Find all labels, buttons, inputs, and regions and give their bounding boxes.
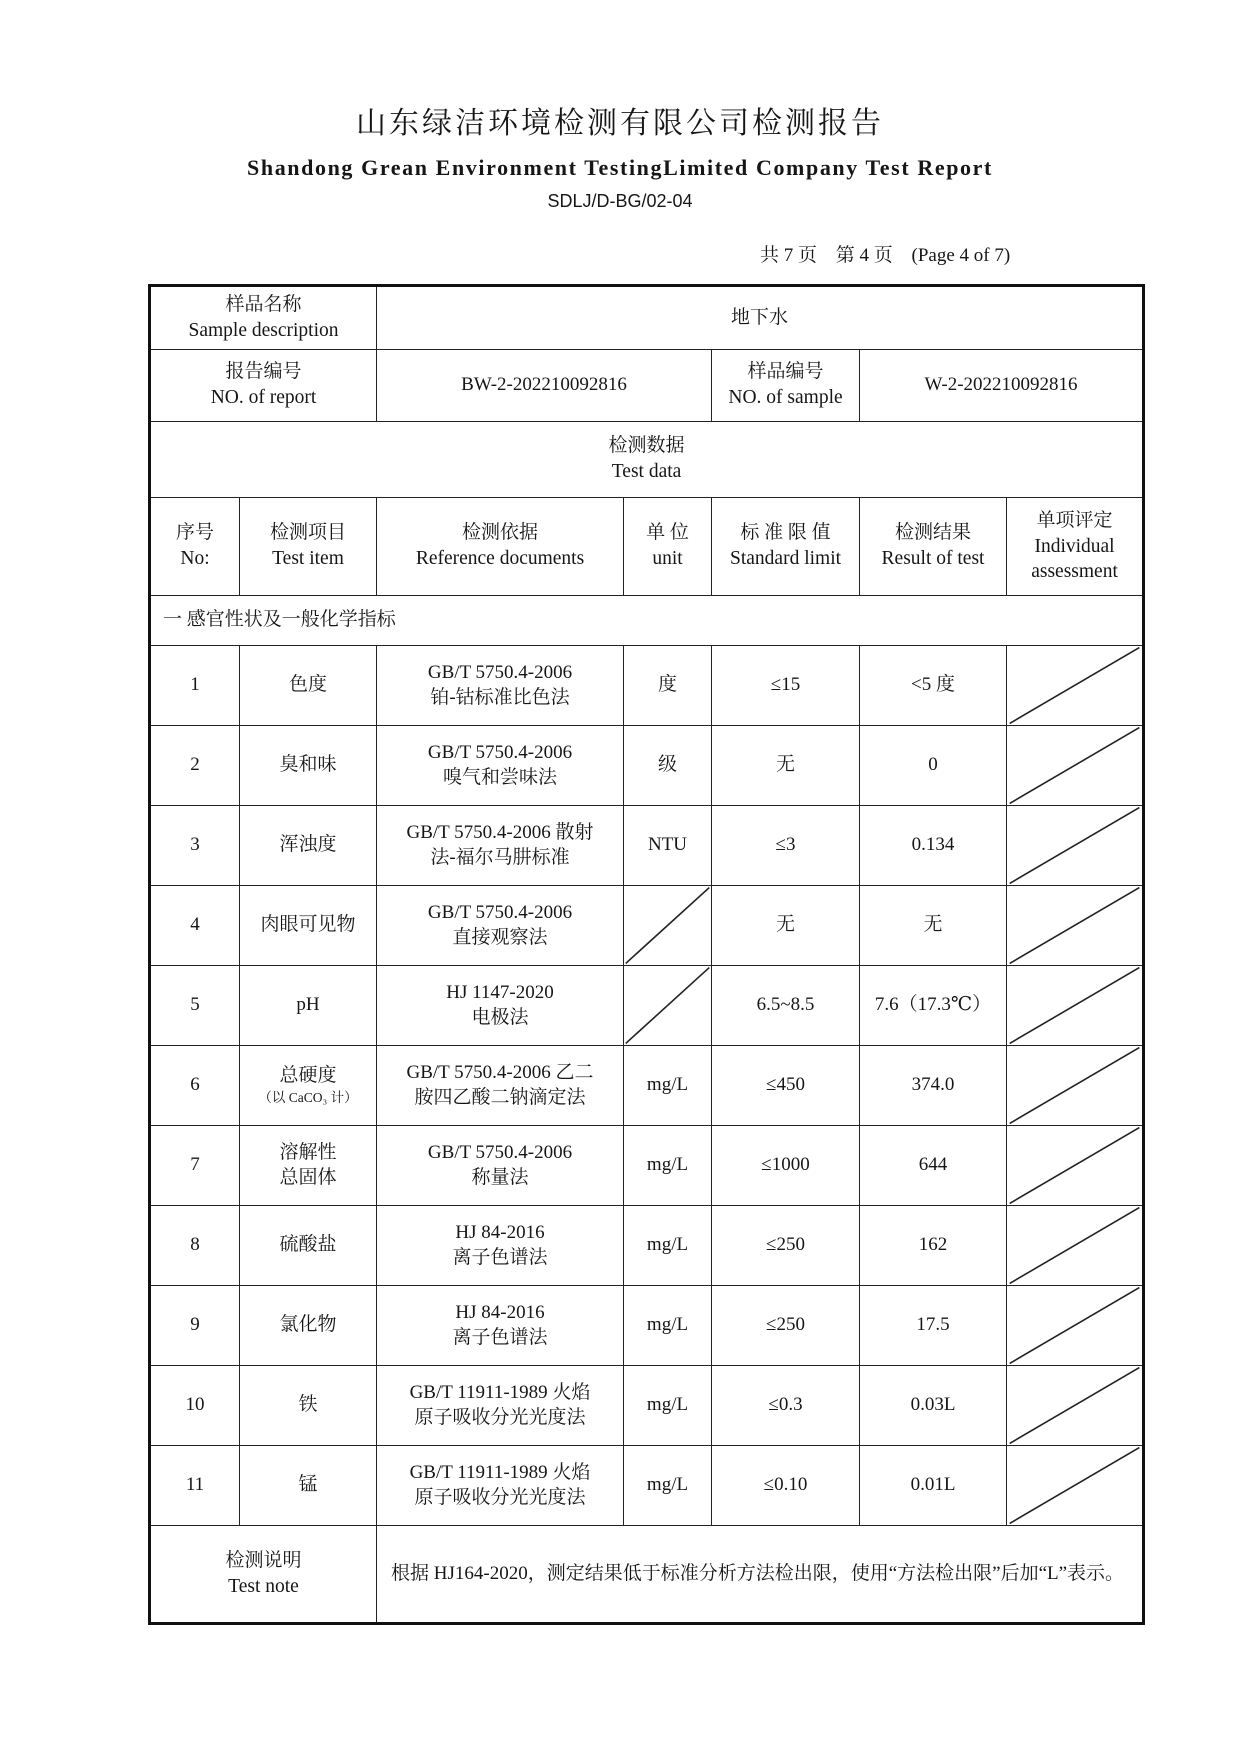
- reference-document: [377, 1206, 624, 1286]
- individual-assessment-empty: [1007, 806, 1144, 886]
- individual-assessment-empty: [1007, 1366, 1144, 1446]
- test-item-name: 锰: [298, 1474, 318, 1496]
- standard-limit: ≤0.10: [712, 1446, 860, 1526]
- table-row: [150, 1366, 1144, 1446]
- reference-document: [377, 646, 624, 726]
- report-number-value: BW-2-202210092816: [377, 350, 712, 422]
- individual-assessment-empty: [1007, 1126, 1144, 1206]
- reference-line-2: 离子色谱法: [452, 1246, 548, 1268]
- individual-assessment-empty: [1007, 726, 1144, 806]
- test-item-name: 浑浊度: [279, 834, 337, 856]
- standard-limit: ≤250: [712, 1286, 860, 1366]
- reference-document: [377, 1446, 624, 1526]
- page-en: (Page 4 of 7): [911, 245, 1011, 266]
- standard-limit: 无: [712, 886, 860, 966]
- reference-line-1: GB/T 5750.4-2006 散射: [406, 821, 594, 843]
- report-number-label: 报告编号 NO. of report: [150, 350, 377, 422]
- individual-assessment-empty: [1007, 1206, 1144, 1286]
- table-row: [150, 886, 1144, 966]
- test-note-label: 检测说明 Test note: [150, 1526, 377, 1624]
- reference-line-1: GB/T 11911-1989 火焰: [409, 1381, 591, 1403]
- test-item-name: 臭和味: [279, 754, 337, 776]
- unit-cell-empty: [624, 886, 712, 966]
- reference-line-1: HJ 84-2016: [455, 1301, 545, 1323]
- reference-line-1: HJ 84-2016: [455, 1221, 545, 1243]
- unit-cell: mg/L: [624, 1046, 712, 1126]
- reference-line-2: 铂-钴标准比色法: [430, 686, 570, 708]
- reference-line-1: HJ 1147-2020: [446, 981, 554, 1003]
- reference-line-2: 原子吸收分光光度法: [414, 1486, 586, 1508]
- unit-cell: mg/L: [624, 1286, 712, 1366]
- test-item: [240, 806, 377, 886]
- test-item: [240, 1366, 377, 1446]
- standard-limit: ≤250: [712, 1206, 860, 1286]
- reference-document: [377, 1366, 624, 1446]
- test-item-name: 硫酸盐: [279, 1234, 337, 1256]
- section-header-row: [150, 596, 1144, 646]
- test-item-name: 色度: [289, 674, 328, 696]
- test-item: [240, 966, 377, 1046]
- individual-assessment-empty: [1007, 1286, 1144, 1366]
- page-indicator: [760, 240, 1024, 267]
- report-title-en: Shandong Grean Environment TestingLimited Company Test Report: [247, 155, 993, 180]
- page-total: 共 7 页: [760, 245, 818, 266]
- individual-assessment-empty: [1007, 1046, 1144, 1126]
- row-number: 11: [150, 1446, 240, 1526]
- reference-line-2: 称量法: [471, 1166, 529, 1188]
- unit-cell: 度: [624, 646, 712, 726]
- unit-cell: 级: [624, 726, 712, 806]
- table-row: [150, 1206, 1144, 1286]
- document-code: SDLJ/D-BG/02-04: [547, 191, 693, 211]
- table-row: [150, 1046, 1144, 1126]
- reference-line-2: 胺四乙酸二钠滴定法: [414, 1086, 586, 1108]
- individual-assessment-empty: [1007, 886, 1144, 966]
- standard-limit: ≤15: [712, 646, 860, 726]
- row-number: 7: [150, 1126, 240, 1206]
- col-header-limit: 标 准 限 值 Standard limit: [712, 498, 860, 596]
- reference-document: [377, 1126, 624, 1206]
- test-item: [240, 1286, 377, 1366]
- col-header-unit: 单 位 unit: [624, 498, 712, 596]
- table-row: [150, 1446, 1144, 1526]
- reference-document: [377, 966, 624, 1046]
- unit-cell: mg/L: [624, 1366, 712, 1446]
- standard-limit: 无: [712, 726, 860, 806]
- row-number: 10: [150, 1366, 240, 1446]
- test-report-table: [148, 284, 1145, 1625]
- test-data-heading: 检测数据 Test data: [150, 422, 1144, 498]
- test-note-text: 根据 HJ164-2020，测定结果低于标准分析方法检出限，使用“方法检出限”后加“L”表示。: [377, 1526, 1144, 1624]
- reference-document: [377, 886, 624, 966]
- test-item-name: 铁: [298, 1394, 318, 1416]
- table-row: [150, 966, 1144, 1046]
- table-row: [150, 646, 1144, 726]
- row-number: 8: [150, 1206, 240, 1286]
- table-row: [150, 806, 1144, 886]
- reference-document: [377, 1046, 624, 1126]
- test-item: [240, 1046, 377, 1126]
- col-header-no: 序号 No:: [150, 498, 240, 596]
- reference-line-2: 法-福尔马肼标准: [430, 846, 570, 868]
- reference-line-1: GB/T 11911-1989 火焰: [409, 1461, 591, 1483]
- test-item-name: 氯化物: [279, 1314, 337, 1336]
- reference-line-2: 原子吸收分光光度法: [414, 1406, 586, 1428]
- test-item-name: 总硬度: [279, 1065, 337, 1087]
- unit-cell: NTU: [624, 806, 712, 886]
- test-result: 0.03L: [860, 1366, 1007, 1446]
- data-rows: [150, 646, 1144, 1526]
- sample-description-label: 样品名称 Sample description: [150, 286, 377, 350]
- test-note-row: [150, 1526, 1144, 1624]
- individual-assessment-empty: [1007, 966, 1144, 1046]
- test-item-note: 总固体: [279, 1166, 337, 1188]
- reference-line-1: GB/T 5750.4-2006: [427, 901, 573, 923]
- col-header-reference: 检测依据 Reference documents: [377, 498, 624, 596]
- reference-line-2: 电极法: [471, 1006, 529, 1028]
- test-item: [240, 1206, 377, 1286]
- standard-limit: 6.5~8.5: [712, 966, 860, 1046]
- test-item-note: （以 CaCO₃ 计）: [258, 1090, 358, 1106]
- row-number: 2: [150, 726, 240, 806]
- reference-line-1: GB/T 5750.4-2006: [427, 661, 573, 683]
- test-item: [240, 646, 377, 726]
- page-current: 第 4 页: [835, 245, 893, 266]
- unit-cell-empty: [624, 966, 712, 1046]
- test-item: [240, 886, 377, 966]
- test-result: <5 度: [860, 646, 1007, 726]
- col-header-item: 检测项目 Test item: [240, 498, 377, 596]
- table-row: [150, 1286, 1144, 1366]
- reference-line-1: GB/T 5750.4-2006 乙二: [406, 1061, 594, 1083]
- test-data-heading-row: [150, 422, 1144, 498]
- reference-line-2: 嗅气和尝味法: [443, 766, 558, 788]
- col-header-assessment: 单项评定 Individual assessment: [1007, 498, 1144, 596]
- sample-number-value: W-2-202210092816: [860, 350, 1144, 422]
- row-number: 1: [150, 646, 240, 726]
- reference-line-2: 离子色谱法: [452, 1326, 548, 1348]
- unit-cell: mg/L: [624, 1126, 712, 1206]
- standard-limit: ≤1000: [712, 1126, 860, 1206]
- test-result: 无: [860, 886, 1007, 966]
- reference-line-1: GB/T 5750.4-2006: [427, 1141, 573, 1163]
- test-result: 7.6（17.3℃）: [860, 966, 1007, 1046]
- test-item-name: pH: [296, 994, 320, 1016]
- reference-document: [377, 726, 624, 806]
- report-number-row: [150, 350, 1144, 422]
- test-item: [240, 1446, 377, 1526]
- test-result: 17.5: [860, 1286, 1007, 1366]
- reference-line-1: GB/T 5750.4-2006: [427, 741, 573, 763]
- unit-cell: mg/L: [624, 1206, 712, 1286]
- test-item: [240, 1126, 377, 1206]
- test-result: 374.0: [860, 1046, 1007, 1126]
- test-item-name: 溶解性: [279, 1141, 337, 1163]
- test-result: 162: [860, 1206, 1007, 1286]
- test-item-name: 肉眼可见物: [260, 914, 356, 936]
- table-row: [150, 726, 1144, 806]
- test-result: 644: [860, 1126, 1007, 1206]
- row-number: 5: [150, 966, 240, 1046]
- standard-limit: ≤450: [712, 1046, 860, 1126]
- col-header-result: 检测结果 Result of test: [860, 498, 1007, 596]
- row-number: 4: [150, 886, 240, 966]
- test-item: [240, 726, 377, 806]
- sample-description-row: [150, 286, 1144, 350]
- table-row: [150, 1126, 1144, 1206]
- row-number: 9: [150, 1286, 240, 1366]
- reference-document: [377, 1286, 624, 1366]
- test-result: 0.134: [860, 806, 1007, 886]
- test-result: 0.01L: [860, 1446, 1007, 1526]
- column-header-row: [150, 498, 1144, 596]
- standard-limit: ≤0.3: [712, 1366, 860, 1446]
- section-title: 一 感官性状及一般化学指标: [150, 596, 1144, 646]
- row-number: 6: [150, 1046, 240, 1126]
- sample-description-value: 地下水: [377, 286, 1144, 350]
- individual-assessment-empty: [1007, 646, 1144, 726]
- reference-line-2: 直接观察法: [452, 926, 548, 948]
- report-title-cn: 山东绿洁环境检测有限公司检测报告: [356, 106, 884, 141]
- reference-document: [377, 806, 624, 886]
- standard-limit: ≤3: [712, 806, 860, 886]
- unit-cell: mg/L: [624, 1446, 712, 1526]
- individual-assessment-empty: [1007, 1446, 1144, 1526]
- test-result: 0: [860, 726, 1007, 806]
- row-number: 3: [150, 806, 240, 886]
- sample-number-label: 样品编号 NO. of sample: [712, 350, 860, 422]
